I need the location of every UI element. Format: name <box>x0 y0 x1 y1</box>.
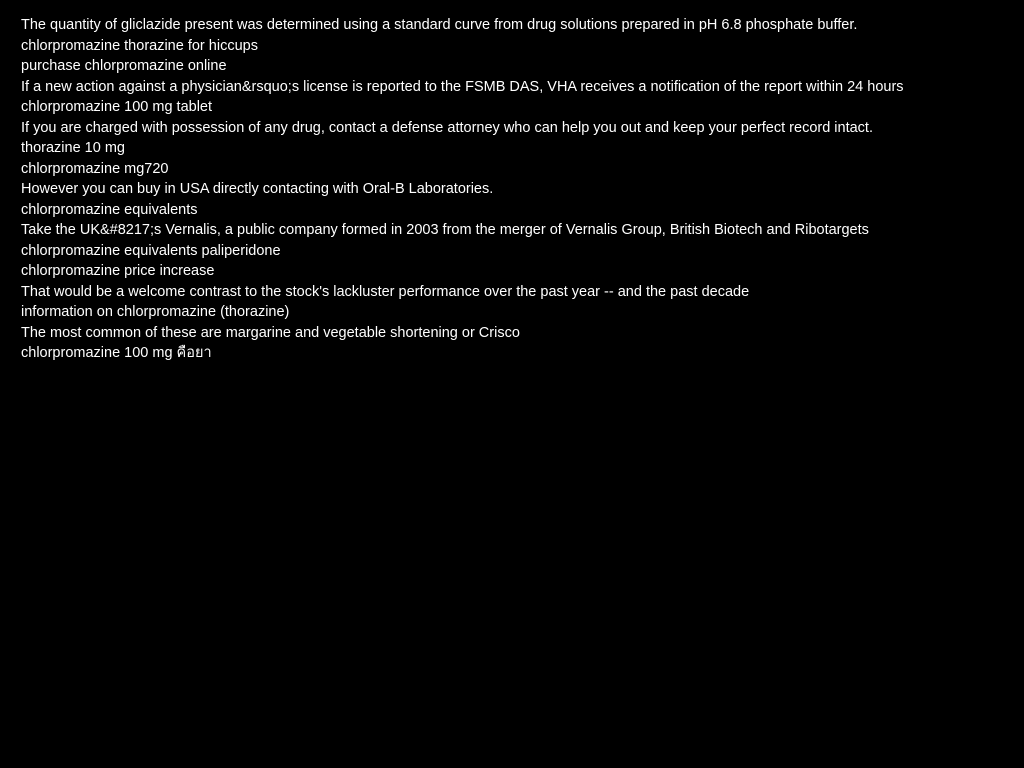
text-line: chlorpromazine thorazine for hiccups <box>21 37 258 54</box>
text-line: That would be a welcome contrast to the stock's lackluster performance over the past year -- and the past decade <box>21 283 750 300</box>
text-line: information on chlorpromazine (thorazine) <box>21 304 290 320</box>
text-line: thorazine 10 mg <box>21 140 125 156</box>
text-line: purchase chlorpromazine online <box>21 58 227 74</box>
text-line: chlorpromazine equivalents paliperidone <box>21 242 281 259</box>
text-line: chlorpromazine equivalents <box>21 201 198 218</box>
text-line: If a new action against a physician&rsquo;s license is reported to the FSMB DAS, VHA receives a notification of the report within 24 hours <box>21 78 904 95</box>
text-line: Take the UK&#8217;s Vernalis, a public company formed in 2003 from the merger of Vernalis Group, British Biotech and Ribotargets <box>21 222 869 238</box>
text-line: chlorpromazine mg720 <box>21 160 169 177</box>
text-line: The most common of these are margarine and vegetable shortening or Crisco <box>21 324 520 341</box>
text-line: The quantity of gliclazide present was determined using a standard curve from drug solutions prepared in pH 6.8 phosphate buffer. <box>21 17 858 33</box>
text-line: If you are charged with possession of any drug, contact a defense attorney who can help you out and keep your perfect record intact. <box>21 119 873 136</box>
text-line: However you can buy in USA directly contacting with Oral-B Laboratories. <box>21 181 494 197</box>
text-line: chlorpromazine 100 mg คือยา <box>21 345 212 361</box>
text-line: chlorpromazine 100 mg tablet <box>21 99 213 115</box>
text-line: chlorpromazine price increase <box>21 263 215 279</box>
